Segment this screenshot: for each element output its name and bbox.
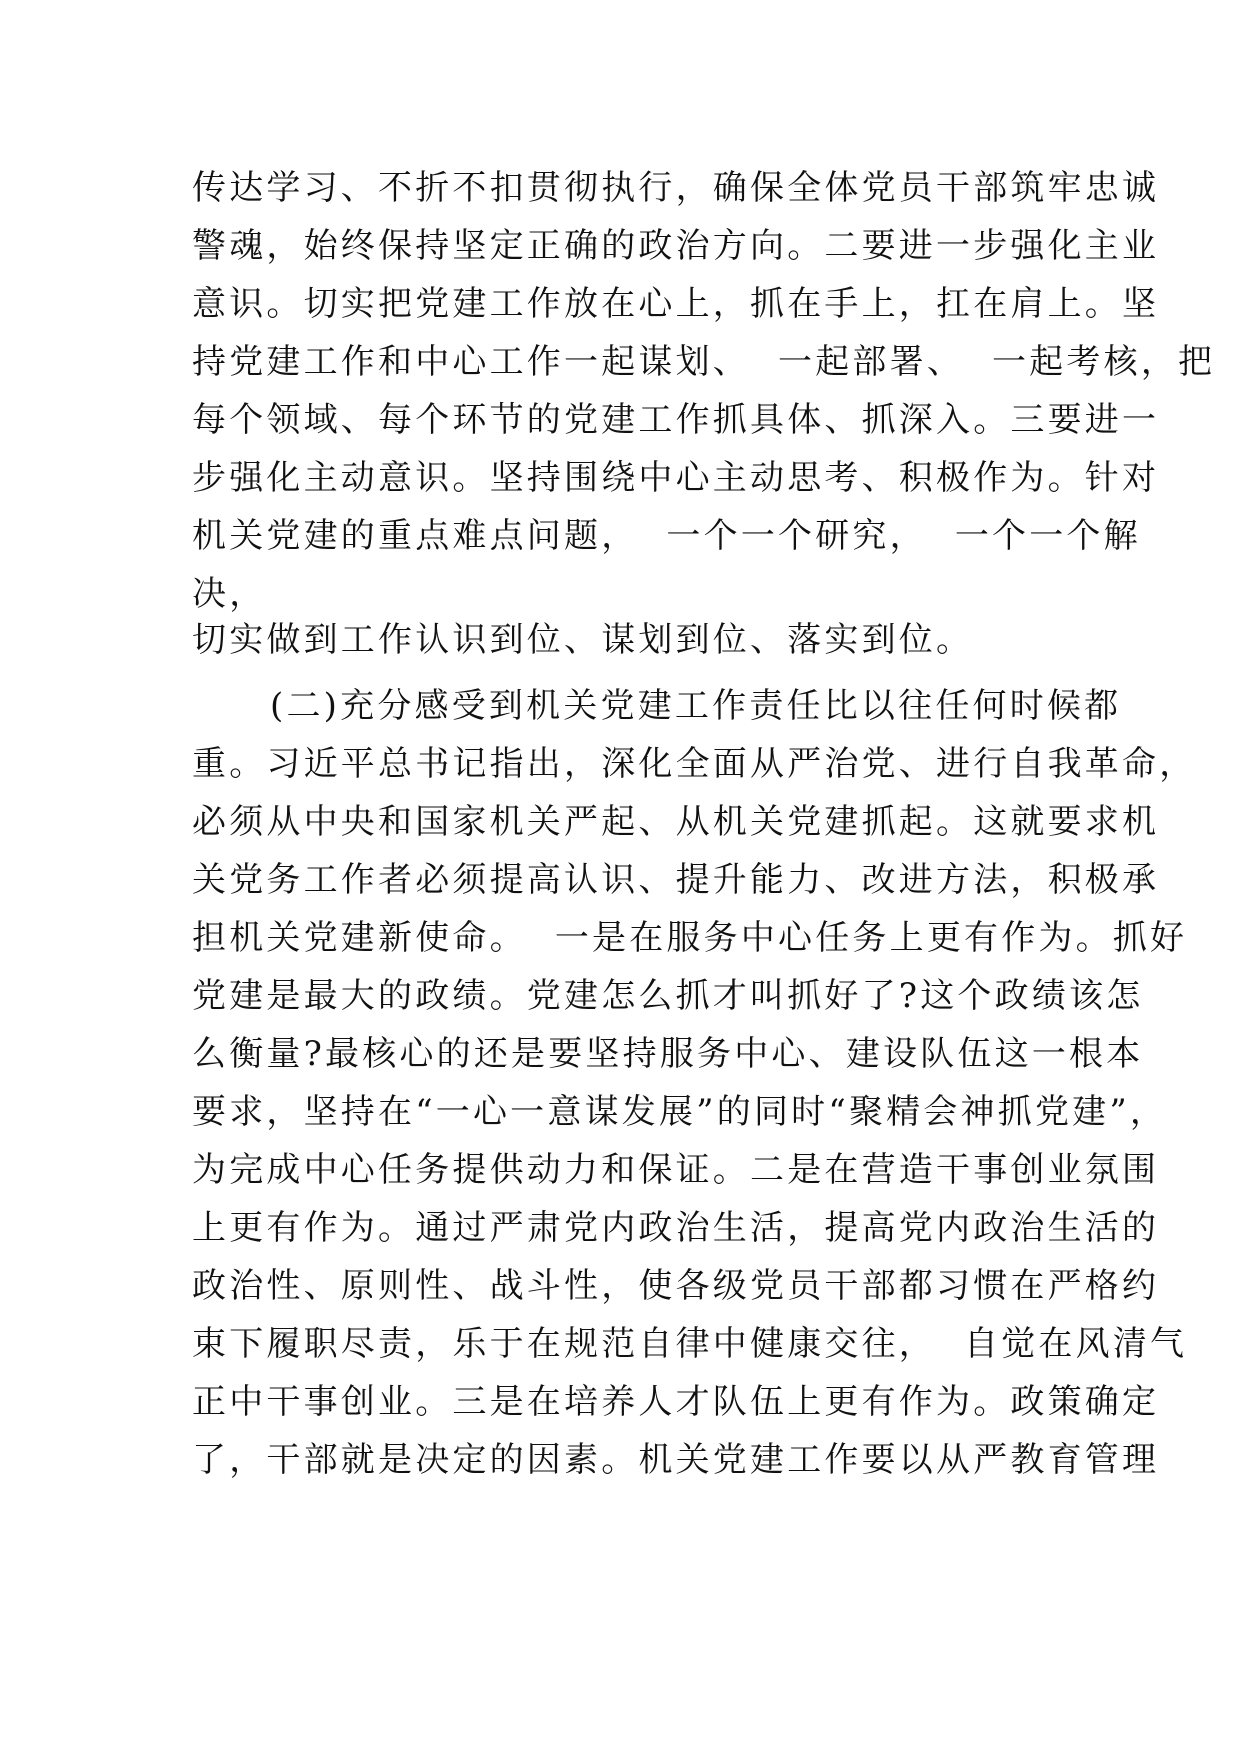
text-line: 决， xyxy=(192,574,267,614)
text-line: 警魂，始终保持坚定正确的政治方向。二要进一步强化主业 xyxy=(192,226,1160,266)
text-line: 每个领域、每个环节的党建工作抓具体、抓深入。三要进一 xyxy=(192,400,1160,440)
text-line: 意识。切实把党建工作放在心上，抓在手上，扛在肩上。坚 xyxy=(192,284,1160,324)
text-line: 持党建工作和中心工作一起谋划、 一起部署、 一起考核，把 xyxy=(192,342,1216,382)
text-line: 必须从中央和国家机关严起、从机关党建抓起。这就要求机 xyxy=(192,802,1160,842)
text-line: 了，干部就是决定的因素。机关党建工作要以从严教育管理 xyxy=(192,1440,1160,1480)
text-line: 关党务工作者必须提高认识、提升能力、改进方法，积极承 xyxy=(192,860,1160,900)
text-line: 要求，坚持在“一心一意谋发展”的同时“聚精会神抓党建”， xyxy=(192,1092,1168,1132)
text-line: 么衡量?最核心的还是要坚持服务中心、建设队伍这一根本 xyxy=(192,1034,1144,1074)
text-line: 担机关党建新使命。 一是在服务中心任务上更有作为。抓好 xyxy=(192,918,1188,958)
text-line: 上更有作为。通过严肃党内政治生活，提高党内政治生活的 xyxy=(192,1208,1160,1248)
text-line: 步强化主动意识。坚持围绕中心主动思考、积极作为。针对 xyxy=(192,458,1160,498)
text-line: 政治性、原则性、战斗性，使各级党员干部都习惯在严格约 xyxy=(192,1266,1160,1306)
section-heading-line: (二)充分感受到机关党建工作责任比以往任何时候都 xyxy=(270,686,1122,726)
text-line: 正中干事创业。三是在培养人才队伍上更有作为。政策确定 xyxy=(192,1382,1160,1422)
text-line: 束下履职尽责，乐于在规范自律中健康交往， 自觉在风清气 xyxy=(192,1324,1188,1364)
text-line: 重。习近平总书记指出，深化全面从严治党、进行自我革命， xyxy=(192,744,1197,784)
text-line: 为完成中心任务提供动力和保证。二是在营造干事创业氛围 xyxy=(192,1150,1160,1190)
text-line: 党建是最大的政绩。党建怎么抓才叫抓好了?这个政绩该怎 xyxy=(192,976,1144,1016)
text-line: 机关党建的重点难点问题， 一个一个研究， 一个一个解 xyxy=(192,516,1141,556)
text-line: 切实做到工作认识到位、谋划到位、落实到位。 xyxy=(192,620,974,660)
text-line: 传达学习、不折不扣贯彻执行，确保全体党员干部筑牢忠诚 xyxy=(192,168,1160,208)
